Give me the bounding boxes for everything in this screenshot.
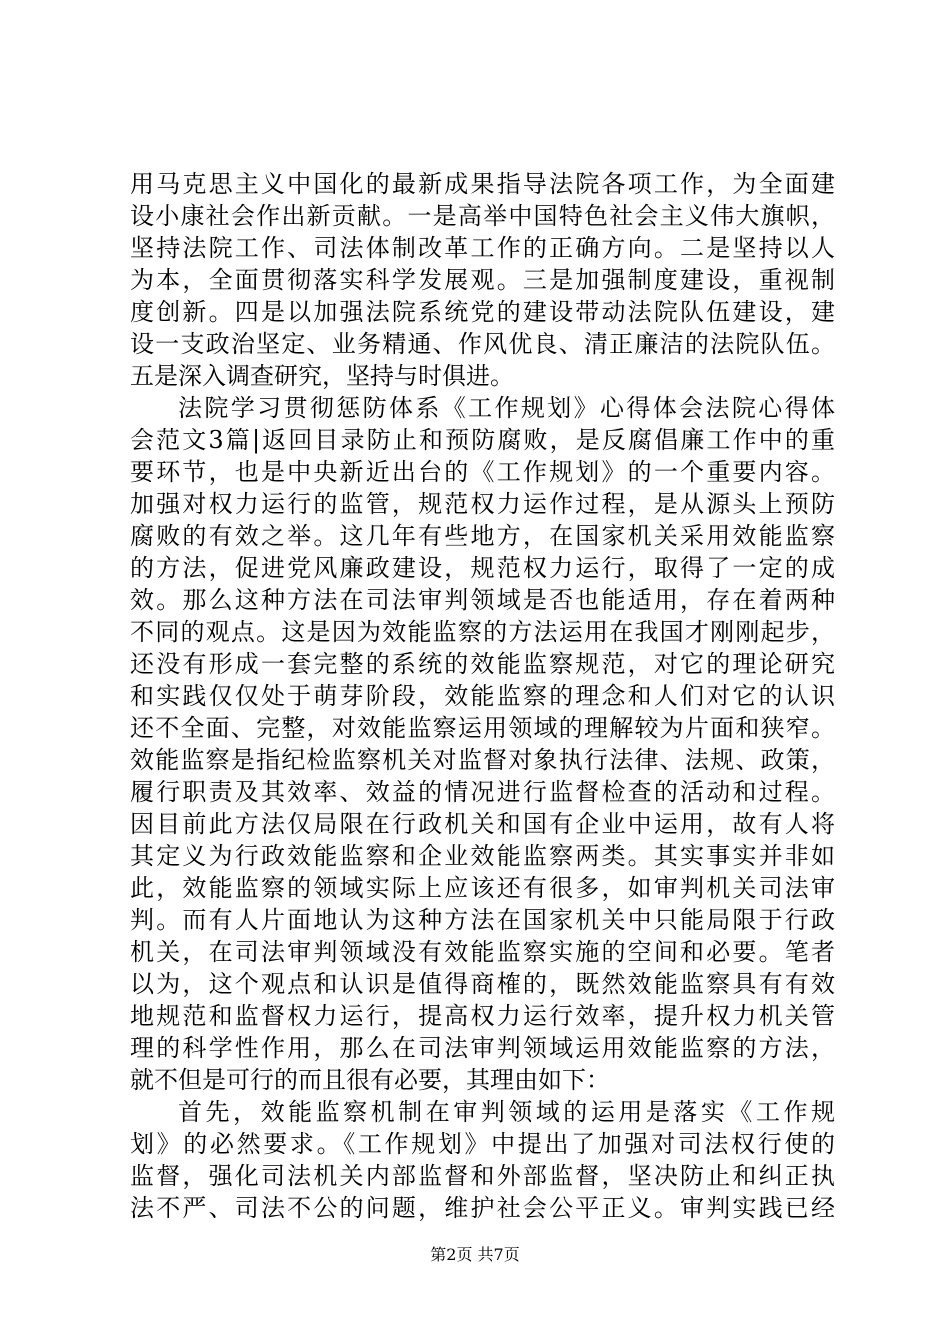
text-line: 履行职责及其效率、效益的情况进行监督检查的活动和过程。 bbox=[130, 778, 835, 806]
document-body bbox=[130, 168, 835, 1224]
text-line: 要环节，也是中央新近出台的《工作规划》的一个重要内容。 bbox=[130, 458, 835, 486]
text-line: 用马克思主义中国化的最新成果指导法院各项工作，为全面建 bbox=[130, 170, 835, 198]
text-line: 法院学习贯彻惩防体系《工作规划》心得体会法院心得体 bbox=[178, 394, 835, 422]
text-line: 此，效能监察的领域实际上应该还有很多，如审判机关司法审 bbox=[130, 874, 835, 902]
text-line: 加强对权力运行的监管，规范权力运作过程，是从源头上预防 bbox=[130, 490, 835, 518]
page-footer bbox=[0, 1242, 950, 1265]
text-line: 法不严、司法不公的问题，维护社会公平正义。审判实践已经 bbox=[130, 1194, 835, 1222]
text-line: 设一支政治坚定、业务精通、作风优良、清正廉洁的法院队伍。 bbox=[130, 330, 835, 358]
text-line: 的方法，促进党风廉政建设，规范权力运行，取得了一定的成 bbox=[130, 554, 835, 582]
text-line: 因目前此方法仅局限在行政机关和国有企业中运用，故有人将 bbox=[130, 810, 835, 838]
page-number-label: 第2页 共7页 bbox=[430, 1245, 520, 1264]
text-line: 设小康社会作出新贡献。一是高举中国特色社会主义伟大旗帜， bbox=[130, 202, 835, 230]
text-line: 还不全面、完整，对效能监察运用领域的理解较为片面和狭窄。 bbox=[130, 714, 835, 742]
text-line: 五是深入调查研究，坚持与时俱进。 bbox=[130, 362, 514, 390]
text-line: 其定义为行政效能监察和企业效能监察两类。其实事实并非如 bbox=[130, 842, 835, 870]
text-line: 首先，效能监察机制在审判领域的运用是落实《工作规 bbox=[178, 1098, 835, 1126]
text-line: 还没有形成一套完整的系统的效能监察规范，对它的理论研究 bbox=[130, 650, 835, 678]
text-line: 会范文3篇|返回目录防止和预防腐败，是反腐倡廉工作中的重 bbox=[130, 426, 835, 454]
text-line: 不同的观点。这是因为效能监察的方法运用在我国才刚刚起步， bbox=[130, 618, 835, 646]
text-line: 就不但是可行的而且很有必要，其理由如下： bbox=[130, 1066, 610, 1094]
text-line: 判。而有人片面地认为这种方法在国家机关中只能局限于行政 bbox=[130, 906, 835, 934]
text-line: 度创新。四是以加强法院系统党的建设带动法院队伍建设，建 bbox=[130, 298, 835, 326]
text-line: 和实践仅仅处于萌芽阶段，效能监察的理念和人们对它的认识 bbox=[130, 682, 835, 710]
text-line: 监督，强化司法机关内部监督和外部监督，坚决防止和纠正执 bbox=[130, 1162, 835, 1190]
text-line: 效。那么这种方法在司法审判领域是否也能适用，存在着两种 bbox=[130, 586, 835, 614]
text-line: 效能监察是指纪检监察机关对监督对象执行法律、法规、政策， bbox=[130, 746, 835, 774]
text-line: 地规范和监督权力运行，提高权力运行效率，提升权力机关管 bbox=[130, 1002, 835, 1030]
text-line: 机关，在司法审判领域没有效能监察实施的空间和必要。笔者 bbox=[130, 938, 835, 966]
text-line: 理的科学性作用，那么在司法审判领域运用效能监察的方法， bbox=[130, 1034, 835, 1062]
text-line: 划》的必然要求。《工作规划》中提出了加强对司法权行使的 bbox=[130, 1130, 835, 1158]
text-line: 为本，全面贯彻落实科学发展观。三是加强制度建设，重视制 bbox=[130, 266, 835, 294]
text-line: 腐败的有效之举。这几年有些地方，在国家机关采用效能监察 bbox=[130, 522, 835, 550]
text-line: 坚持法院工作、司法体制改革工作的正确方向。二是坚持以人 bbox=[130, 234, 835, 262]
text-line: 以为，这个观点和认识是值得商榷的，既然效能监察具有有效 bbox=[130, 970, 835, 998]
